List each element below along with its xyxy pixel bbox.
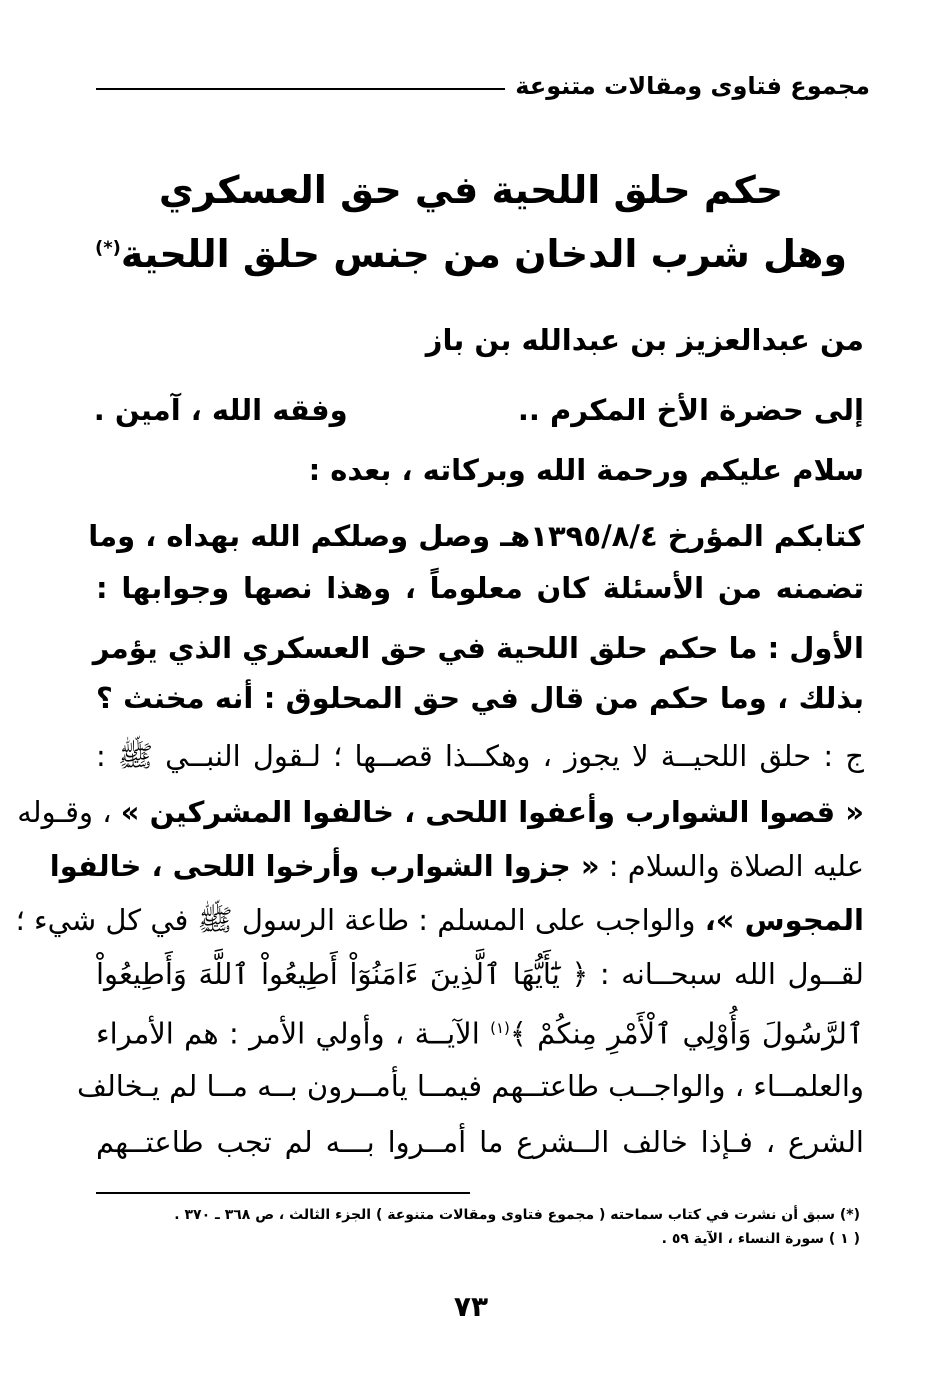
answer-line-1: ج : حلق اللحيــة لا يجوز ، وهكــذا قصــها ؛ لـقول النبــي ﷺ : (96, 739, 864, 773)
answer-line-5 (96, 952, 864, 996)
header-rule (96, 88, 505, 90)
answer-line-6-tail: الآيــة ، وأولي الأمر : هم الأمراء (96, 1016, 480, 1051)
intro-line-1: كتابكم المؤرخ ١٣٩٥/٨/٤هـ وصل وصلكم الله بهداه ، وما (88, 519, 864, 553)
question-line-2: بذلك ، وما حكم من قال في حق المحلوق : أنه مخنث ؟ (96, 681, 864, 715)
answer-line-8: الشرع ، فـإذا خالف الــشرع ما أمــروا بـــه لم تجب طاعتــهم (96, 1125, 864, 1159)
title-line-1-text: حكم حلق اللحية في حق العسكري (158, 168, 784, 212)
footnote-2: ( ١ ) سورة النساء ، الآية ٥٩ . (661, 1231, 860, 1247)
quran-verse-part-2: ٱلرَّسُولَ وَأُوْلِي ٱلْأَمْرِ مِنكُمْ ﴾ (509, 1016, 864, 1051)
hadith-2: « جزوا الشوارب وأرخوا اللحى ، خالفوا (49, 849, 600, 883)
hadith-2-end: المجوس »، (704, 903, 864, 937)
article-title-line-1 (90, 168, 852, 212)
letter-to-wish: وفقه الله ، آمين . (93, 393, 348, 427)
footnote-divider (96, 1192, 470, 1194)
answer-line-2 (17, 790, 864, 834)
letter-from: من عبدالعزيز بن عبدالله بن باز (425, 323, 864, 357)
title-line-2-text: وهل شرب الدخان من جنس حلق اللحية (120, 232, 847, 276)
article-title-line-2 (90, 232, 852, 276)
quran-verse-part-1: ﴿ يَٰٓأَيُّهَا ٱلَّذِينَ ءَامَنُوٓاْ أَطِيعُواْ ٱللَّهَ وَأَطِيعُواْ (96, 957, 589, 991)
answer-line-4 (15, 898, 864, 942)
answer-line-3-lead: عليه الصلاة والسلام : (608, 849, 864, 883)
letter-greeting: سلام عليكم ورحمة الله وبركاته ، بعده : (308, 453, 864, 487)
question-line-1: الأول : ما حكم حلق اللحية في حق العسكري الذي يؤمر (92, 631, 864, 665)
letter-to: إلى حضرة الأخ المكرم .. (517, 393, 864, 427)
page-number: ٧٣ (453, 1290, 489, 1323)
answer-line-7: والعلمــاء ، والواجــب طاعتــهم فيمــا يأمــرون بــه مــا لم يـخالف (76, 1069, 864, 1103)
letter-recipient-line (93, 388, 864, 432)
footnote-ref-1: (١) (490, 1019, 510, 1037)
intro-line-2: تضمنه من الأسئلة كان معلوماً ، وهذا نصها وجوابها : (96, 571, 864, 605)
title-footnote-mark: (*) (95, 237, 121, 259)
header-title: مجموع فتاوى ومقالات متنوعة (515, 72, 870, 100)
answer-line-2-tail: ، وقـوله (17, 795, 112, 829)
answer-line-6 (96, 1006, 864, 1056)
answer-line-5-lead: لقــول الله سبحــانه : (599, 957, 865, 991)
answer-line-3 (49, 844, 864, 888)
running-header (96, 72, 870, 100)
footnote-1: (*) سبق أن نشرت في كتاب سماحته ( مجموع فتاوى ومقالات متنوعة ) الجزء الثالث ، ص ٣٦٨ ـ ٣٧٠ . (174, 1207, 860, 1223)
answer-line-4-tail: والواجب على المسلم : طاعة الرسول ﷺ في كل شيء ؛ (15, 903, 696, 937)
hadith-1: « قصوا الشوارب وأعفوا اللحى ، خالفوا المشركين » (120, 795, 864, 829)
